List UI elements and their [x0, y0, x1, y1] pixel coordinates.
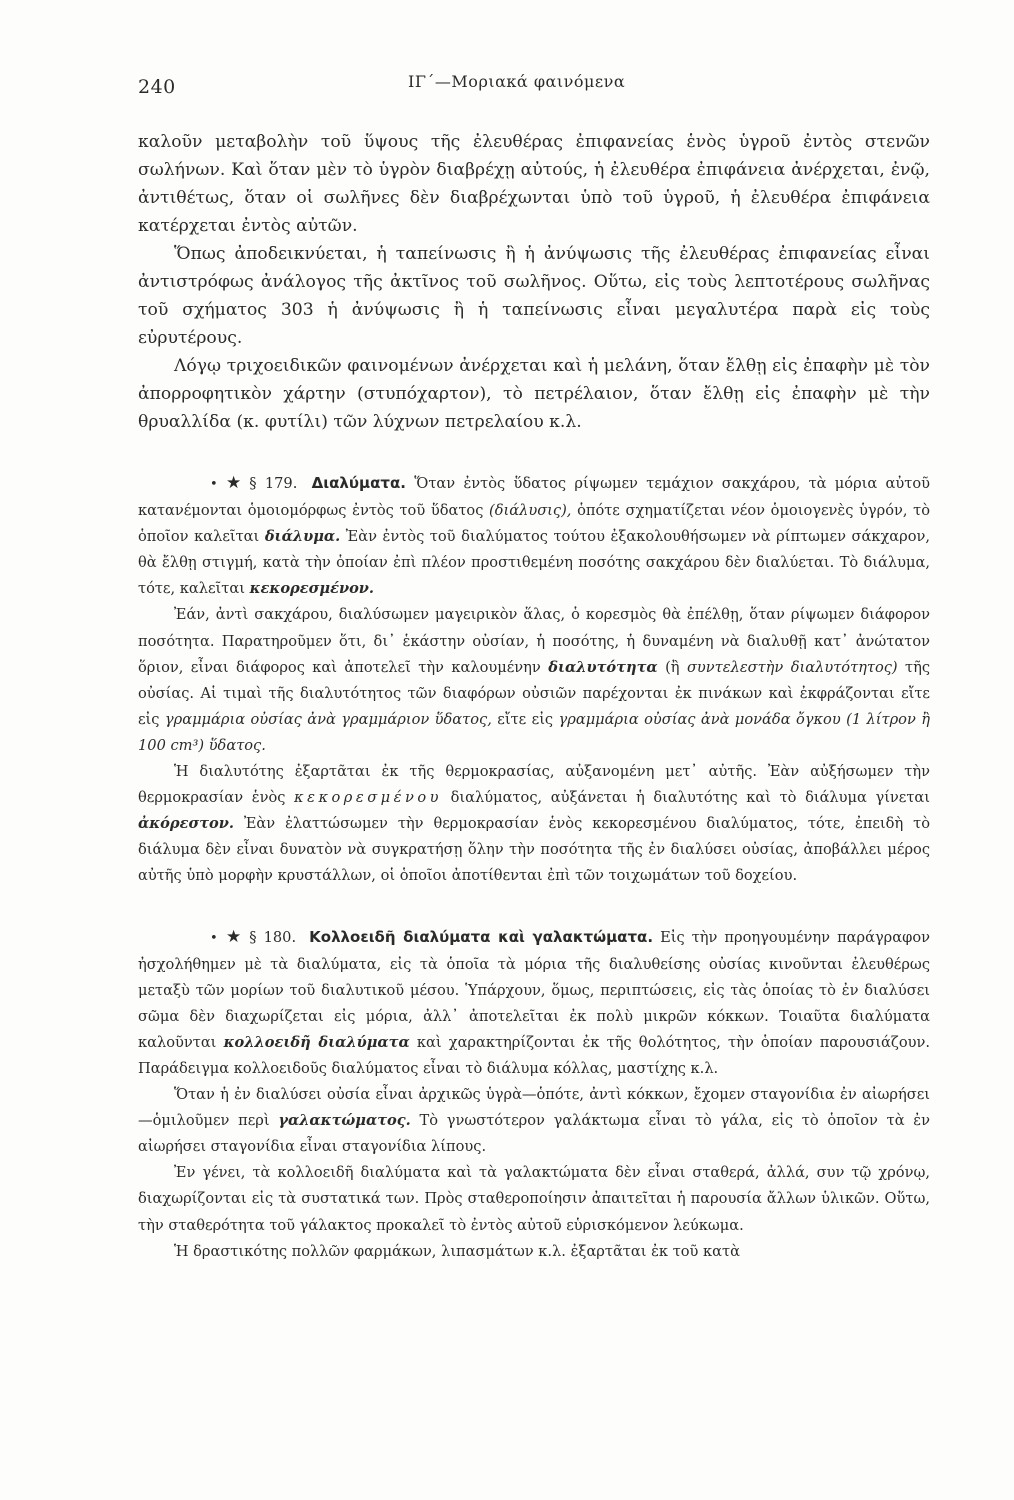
section-180 — [138, 924, 930, 1265]
star-icon: ★ — [226, 926, 242, 947]
text-run: Τὸ γνωστότερον γαλάκτωμα εἶναι τὸ γάλα, εἰς τὸ ὁποῖον τὰ ἐν αἰωρήσει σταγονίδια εἶναι σταγονίδια λίπους. — [138, 1112, 930, 1156]
section-179-paragraph-1 — [138, 470, 930, 602]
text-run: Εἰς τὴν προηγουμένην παράγραφον ἠσχολήθημεν μὲ τὰ διαλύματα, εἰς τὰ ὁποῖα τὰ μόρια τῆς διαλυθείσης οὐσίας κινοῦνται ἐλευθέρως μεταξὺ τῶν μορίων τοῦ διαλυτικοῦ μέσου. Ὑπάρχουν, ὅμως, περιπτώσεις, εἰς τὰς ὁποίας τὸ ἐν διαλύσει σῶμα δὲν διαχωρίζεται εἰς μόρια, ἀλλ᾽ ἀποτελεῖται ἐκ πολὺ μικρῶν κόκκων. Τοιαῦτα διαλύματα καλοῦνται — [138, 928, 930, 1051]
text-run: Ἐὰν ἐντὸς τοῦ διαλύματος τούτου ἐξακολουθήσωμεν νὰ ρίπτωμεν σάκχαρον, θὰ ἔλθῃ στιγμή, κατὰ τὴν ὁποίαν ἐπὶ πλέον προστιθεμένη ποσότης σακχάρου δὲν διαλύεται. Τὸ διάλυμα, τότε, καλεῖται — [138, 528, 931, 598]
text-run: εἴτε εἰς — [497, 710, 554, 728]
italic-term: συντελεστὴν διαλυτότητος) — [686, 658, 898, 676]
italic-unit: γραμμάρια οὐσίας ἀνὰ μονάδα ὄγκου (1 λίτρον ἢ 100 cm³) ὕδατος. — [138, 710, 931, 754]
section-180-paragraph-2 — [138, 1082, 930, 1160]
bullet-marker: • — [210, 930, 218, 946]
italic-unit: γραμμάρια οὐσίας ἀνὰ γραμμάριον ὕδατος, — [164, 710, 492, 728]
page-body — [138, 128, 930, 1265]
chapter-title: ΙΓ΄—Μοριακά φαινόμενα — [408, 72, 626, 91]
section-180-paragraph-3: Ἐν γένει, τὰ κολλοειδῆ διαλύματα καὶ τὰ γαλακτώματα δὲν εἶναι σταθερά, ἀλλά, συν τῷ χρόνῳ, διαχωρίζονται εἰς τὰ συστατικά των. Πρὸς σταθεροποίησιν ἀπαιτεῖται ἡ παρουσία ἄλλων ὑλικῶν. Οὕτω, τὴν σταθερότητα τοῦ γάλακτος προκαλεῖ τὸ ἐντὸς αὐτοῦ εὑρισκόμενον λεύκωμα. — [138, 1164, 930, 1234]
text-run: ὁπότε σχηματίζεται νέον ὁμοιογενὲς ὑγρόν, τὸ ὁποῖον καλεῖται — [138, 502, 930, 546]
running-head — [138, 72, 922, 102]
text-run: διαλύματος, αὐξάνεται ἡ διαλυτότης καὶ τὸ διάλυμα γίνεται — [450, 789, 931, 807]
text-run: Ἐάν, ἀντὶ σακχάρου, διαλύσωμεν μαγειρικὸν ἅλας, ὁ κορεσμὸς θὰ ἐπέλθῃ, ὅταν ρίψωμεν διάφορον ποσότητα. Παρατηροῦμεν ὅτι, δι᾽ ἑκάστην οὐσίαν, ἡ ποσότης, ἡ δυναμένη νὰ διαλυθῇ κατ᾽ ἀνώτατον ὅριον, εἶναι διάφορος καὶ ἀποτελεῖ τὴν καλουμένην — [138, 606, 930, 676]
defined-term-solubility: διαλυτότητα — [548, 658, 658, 676]
section-179-paragraph-2 — [138, 602, 930, 759]
section-179-paragraph-3 — [138, 759, 930, 889]
section-180-number: § 180. — [249, 928, 297, 946]
paragraph-capillarity-examples: Λόγῳ τριχοειδικῶν φαινομένων ἀνέρχεται καὶ ἡ μελάνη, ὅταν ἔλθῃ εἰς ἐπαφὴν μὲ τὸν ἀπορροφητικὸν χάρτην (στυπόχαρτον), τὸ πετρέλαιον, ὅταν ἔλθῃ εἰς ἐπαφὴν μὲ τὴν θρυαλλίδα (κ. φυτίλι) τῶν λύχνων πετρελαίου κ.λ. — [138, 356, 930, 432]
section-179-title: Διαλύματα. — [311, 474, 406, 492]
defined-term-unsaturated: ἀκόρεστον. — [138, 815, 234, 833]
text-run: καὶ χαρακτηρίζονται ἐκ τῆς θολότητος, τὴν ὁποίαν παρουσιάζουν. Παράδειγμα κολλοειδοῦς διαλύματος εἶναι τὸ διάλυμα κόλλας, μαστίχης κ.λ. — [138, 1033, 930, 1077]
defined-term-colloidal: κολλοειδῆ διαλύματα — [223, 1033, 410, 1051]
section-179 — [138, 470, 930, 890]
section-180-paragraph-4: Ἡ δραστικότης πολλῶν φαρμάκων, λιπασμάτων κ.λ. ἐξαρτᾶται ἐκ τοῦ κατὰ — [174, 1242, 740, 1260]
section-179-number: § 179. — [249, 475, 298, 492]
star-icon: ★ — [226, 473, 242, 493]
section-180-title: Κολλοειδῆ διαλύματα καὶ γαλακτώματα. — [309, 927, 654, 946]
defined-term-emulsion: γαλακτώματος. — [278, 1112, 411, 1130]
text-run: τῆς οὐσίας. Αἱ τιμαὶ τῆς διαλυτότητος τῶν διαφόρων οὐσιῶν παρέχονται ἐκ πινάκων καὶ ἐκφράζονται εἴτε εἰς — [138, 658, 931, 728]
text-run: Ἐὰν ἐλαττώσωμεν τὴν θερμοκρασίαν ἑνὸς κεκορεσμένου διαλύματος, τότε, ἐπειδὴ τὸ διάλυμα δὲν εἶναι δυνατὸν νὰ συγκρατήσῃ ὅλην τὴν ποσότητα τῆς ἐν διαλύσει οὐσίας, ἀποβάλλει μέρος αὐτῆς ὑπὸ μορφὴν κρυστάλλων, οἱ ὁποῖοι ἀποτίθενται ἐπὶ τῶν τοιχωμάτων τοῦ δοχείου. — [138, 815, 931, 885]
spaced-emphasis: κεκορεσμένου — [294, 789, 443, 807]
text-run: Ὅταν ἐντὸς ὕδατος ρίψωμεν τεμάχιον σακχάρου, τὰ μόρια αὐτοῦ κατανέμονται ὁμοιομόρφως ἐντὸς τοῦ ὕδατος — [138, 475, 930, 520]
italic-term: (διάλυσις), — [489, 502, 572, 520]
bullet-marker: • — [210, 477, 218, 492]
section-180-paragraph-1 — [138, 924, 930, 1083]
defined-term-saturated: κεκορεσμένον. — [249, 580, 375, 598]
paragraph-capillarity-radius: Ὅπως ἀποδεικνύεται, ἡ ταπείνωσις ἢ ἡ ἀνύψωσις τῆς ἐλευθέρας ἐπιφανείας εἶναι ἀντιστρόφως ἀνάλογος τῆς ἀκτῖνος τοῦ σωλῆνος. Οὕτω, εἰς τοὺς λεπτοτέρους σωλῆνας τοῦ σχήματος 303 ἡ ἀνύψωσις ἢ ἡ ταπείνωσις εἶναι μεγαλυτέρα παρὰ εἰς τοὺς εὐρυτέρους. — [138, 244, 930, 348]
paragraph-capillarity-continued: καλοῦν μεταβολὴν τοῦ ὕψους τῆς ἐλευθέρας ἐπιφανείας ἑνὸς ὑγροῦ ἐντὸς στενῶν σωλήνων. Καὶ ὅταν μὲν τὸ ὑγρὸν διαβρέχῃ αὐτούς, ἡ ἐλευθέρα ἐπιφάνεια ἀνέρχεται, ἐνῷ, ἀντιθέτως, ὅταν οἱ σωλῆνες δὲν διαβρέχωνται ὑπὸ τοῦ ὑγροῦ, ἡ ἐλευθέρα ἐπιφάνεια κατέρχεται ἐντὸς αὐτῶν. — [138, 132, 930, 236]
text-run: (ἢ — [665, 658, 680, 676]
text-run: Ἡ διαλυτότης ἐξαρτᾶται ἐκ τῆς θερμοκρασίας, αὐξανομένη μετ᾽ αὐτῆς. Ἐὰν αὐξήσωμεν τὴν θερμοκρασίαν ἑνὸς — [138, 763, 930, 807]
page-number: 240 — [138, 76, 176, 98]
defined-term-solution: διάλυμα. — [264, 528, 341, 546]
text-run: Ὅταν ἡ ἐν διαλύσει οὐσία εἶναι ἀρχικῶς ὑγρὰ—ὁπότε, ἀντὶ κόκκων, ἔχομεν σταγονίδια ἐν αἰωρήσει—ὁμιλοῦμεν περὶ — [138, 1086, 930, 1130]
